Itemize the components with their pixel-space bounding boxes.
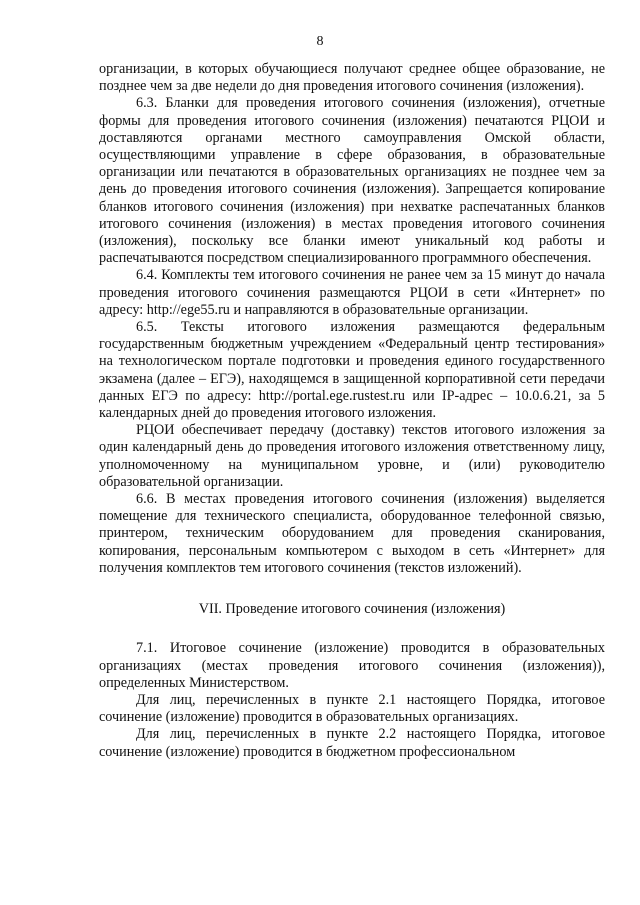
- paragraph: Для лиц, перечисленных в пункте 2.2 настоящего Порядка, итоговое сочинение (изложение) проводится в бюджетном профессиональном: [99, 726, 605, 760]
- section-heading: VII. Проведение итогового сочинения (изложения): [198, 601, 506, 618]
- document-body: [99, 61, 605, 761]
- paragraph: 7.1. Итоговое сочинение (изложение) проводится в образовательных организациях (местах проведения итогового сочинения (изложения)), определенных Министерством.: [99, 640, 605, 691]
- paragraph: РЦОИ обеспечивает передачу (доставку) текстов итогового изложения за один календарный день до проведения итогового изложения ответственному лицу, уполномоченному на муниципальном уровне, и (или) руководителю образовательной организации.: [99, 422, 605, 490]
- paragraph: 6.6. В местах проведения итогового сочинения (изложения) выделяется помещение для технического специалиста, оборудованное телефонной связью, принтером, техническим оборудованием для проведения сканирования, копирования, персональным компьютером с выходом в сеть «Интернет» для получения комплектов тем итогового сочинения (текстов изложений).: [99, 491, 605, 576]
- paragraph: 6.4. Комплекты тем итогового сочинения не ранее чем за 15 минут до начала проведения итогового сочинения размещаются РЦОИ в сети «Интернет» по адресу: http://ege55.ru и направляются в образовательные организации.: [99, 267, 605, 318]
- paragraph: 6.3. Бланки для проведения итогового сочинения (изложения), отчетные формы для проведения итогового сочинения (изложения) печатаются РЦОИ и доставляются органами местного самоуправления Омской области, осуществляющими управление в сфере образования, в образовательные организации или печатаются в образовательных организациях не позднее чем за день до проведения итогового сочинения (изложения). Запрещается копирование бланков итогового сочинения (изложения) при нехватке распечатанных бланков итогового сочинения (изложения) в местах проведения итогового сочинения (изложения), поскольку все бланки имеют уникальный код работы и распечатываются посредством специализированного программного обеспечения.: [99, 95, 605, 267]
- paragraph: организации, в которых обучающиеся получают среднее общее образование, не позднее чем за две недели до дня проведения итогового сочинения (изложения).: [99, 61, 605, 95]
- page-number: 8: [316, 34, 324, 49]
- paragraph: Для лиц, перечисленных в пункте 2.1 настоящего Порядка, итоговое сочинение (изложение) проводится в образовательных организациях.: [99, 691, 605, 726]
- paragraph: 6.5. Тексты итогового изложения размещаются федеральным государственным бюджетным учреждением «Федеральный центр тестирования» на технологическом портале подготовки и проведения единого государственного экзамена (далее – ЕГЭ), находящемся в защищенной корпоративной сети передачи данных ЕГЭ по адресу: http://portal.ege.rustest.ru или IP-адрес – 10.0.6.21, за 5 календарных дней до проведения итогового изложения.: [99, 319, 605, 422]
